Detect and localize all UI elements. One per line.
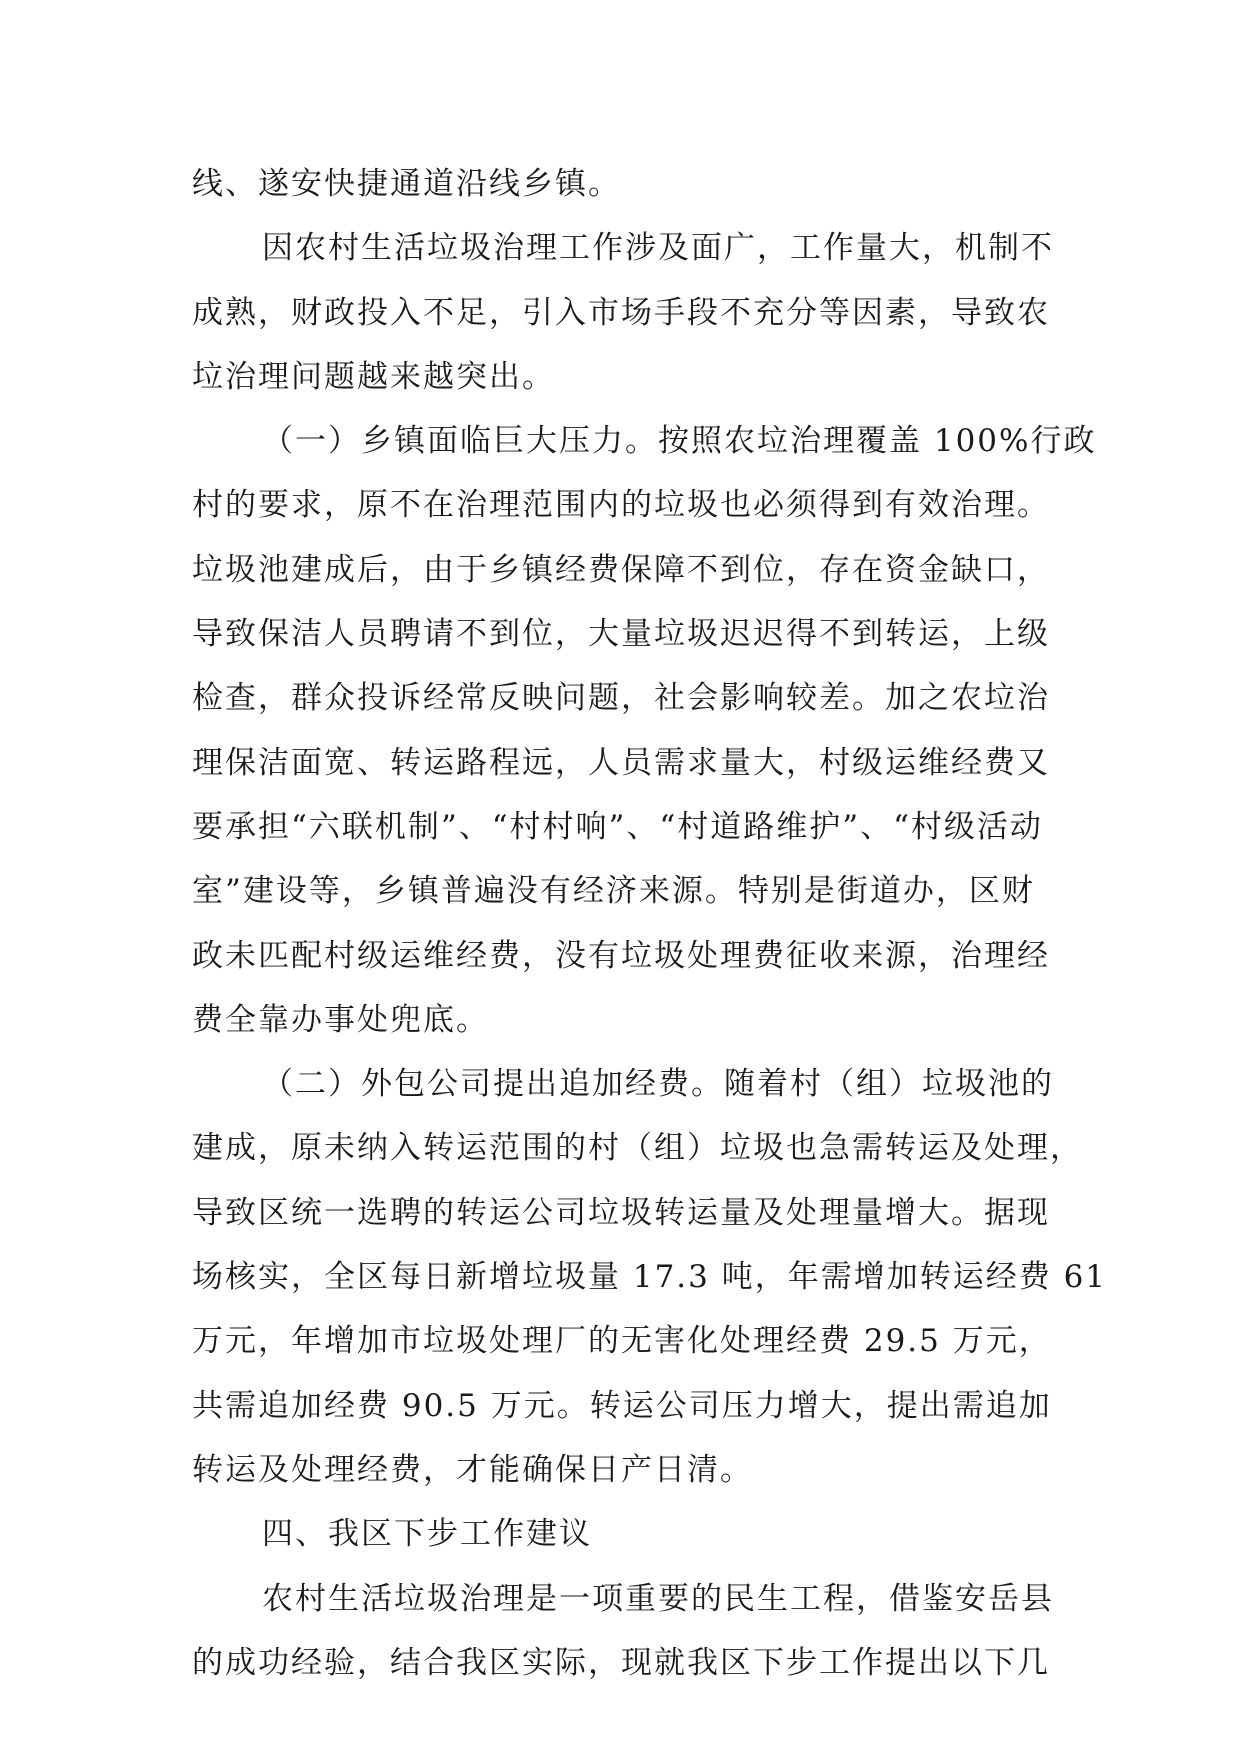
text-line-6: 村的要求，原不在治理范围内的垃圾也必须得到有效治理。 bbox=[192, 487, 1050, 524]
text-line-14: 费全靠办事处兜底。 bbox=[192, 1001, 489, 1038]
text-line-5: （一）乡镇面临巨大压力。按照农垃治理覆盖 100%行政 bbox=[262, 423, 1097, 460]
text-line-20: 共需追加经费 90.5 万元。转运公司压力增大，提出需追加 bbox=[192, 1387, 1052, 1424]
text-line-12: 室”建设等，乡镇普遍没有经济来源。特别是街道办，区财 bbox=[192, 873, 1035, 910]
text-line-10: 理保洁面宽、转运路程远，人员需求量大，村级运维经费又 bbox=[192, 744, 1050, 781]
text-line-4: 垃治理问题越来越突出。 bbox=[192, 358, 555, 395]
text-line-17: 导致区统一选聘的转运公司垃圾转运量及处理量增大。据现 bbox=[192, 1194, 1050, 1231]
body-text bbox=[192, 152, 1108, 1695]
text-line-7: 垃圾池建成后，由于乡镇经费保障不到位，存在资金缺口， bbox=[192, 551, 1050, 588]
text-line-19: 万元，年增加市垃圾处理厂的无害化处理经费 29.5 万元， bbox=[192, 1323, 1052, 1360]
text-line-23: 农村生活垃圾治理是一项重要的民生工程，借鉴安岳县 bbox=[262, 1580, 1054, 1617]
text-line-8: 导致保洁人员聘请不到位，大量垃圾迟迟得不到转运，上级 bbox=[192, 616, 1050, 653]
section-heading: 四、我区下步工作建议 bbox=[262, 1516, 592, 1553]
text-line-11: 要承担“六联机制”、“村村响”、“村道路维护”、“村级活动 bbox=[192, 808, 1043, 845]
text-line-15: （二）外包公司提出追加经费。随着村（组）垃圾池的 bbox=[262, 1066, 1054, 1103]
text-line-2: 因农村生活垃圾治理工作涉及面广，工作量大，机制不 bbox=[262, 230, 1054, 267]
text-line-24: 的成功经验，结合我区实际，现就我区下步工作提出以下几 bbox=[192, 1644, 1050, 1681]
text-line-3: 成熟，财政投入不足，引入市场手段不充分等因素，导致农 bbox=[192, 294, 1050, 331]
text-line-18: 场核实，全区每日新增垃圾量 17.3 吨，年需增加转运经费 61 bbox=[192, 1259, 1108, 1296]
text-line-13: 政未匹配村级运维经费，没有垃圾处理费征收来源，治理经 bbox=[192, 937, 1050, 974]
text-line-21: 转运及处理经费，才能确保日产日清。 bbox=[192, 1451, 753, 1488]
text-line-1: 线、遂安快捷通道沿线乡镇。 bbox=[192, 166, 621, 202]
text-line-16: 建成，原未纳入转运范围的村（组）垃圾也急需转运及处理， bbox=[192, 1130, 1083, 1167]
text-line-9: 检查，群众投诉经常反映问题，社会影响较差。加之农垃治 bbox=[192, 680, 1050, 717]
